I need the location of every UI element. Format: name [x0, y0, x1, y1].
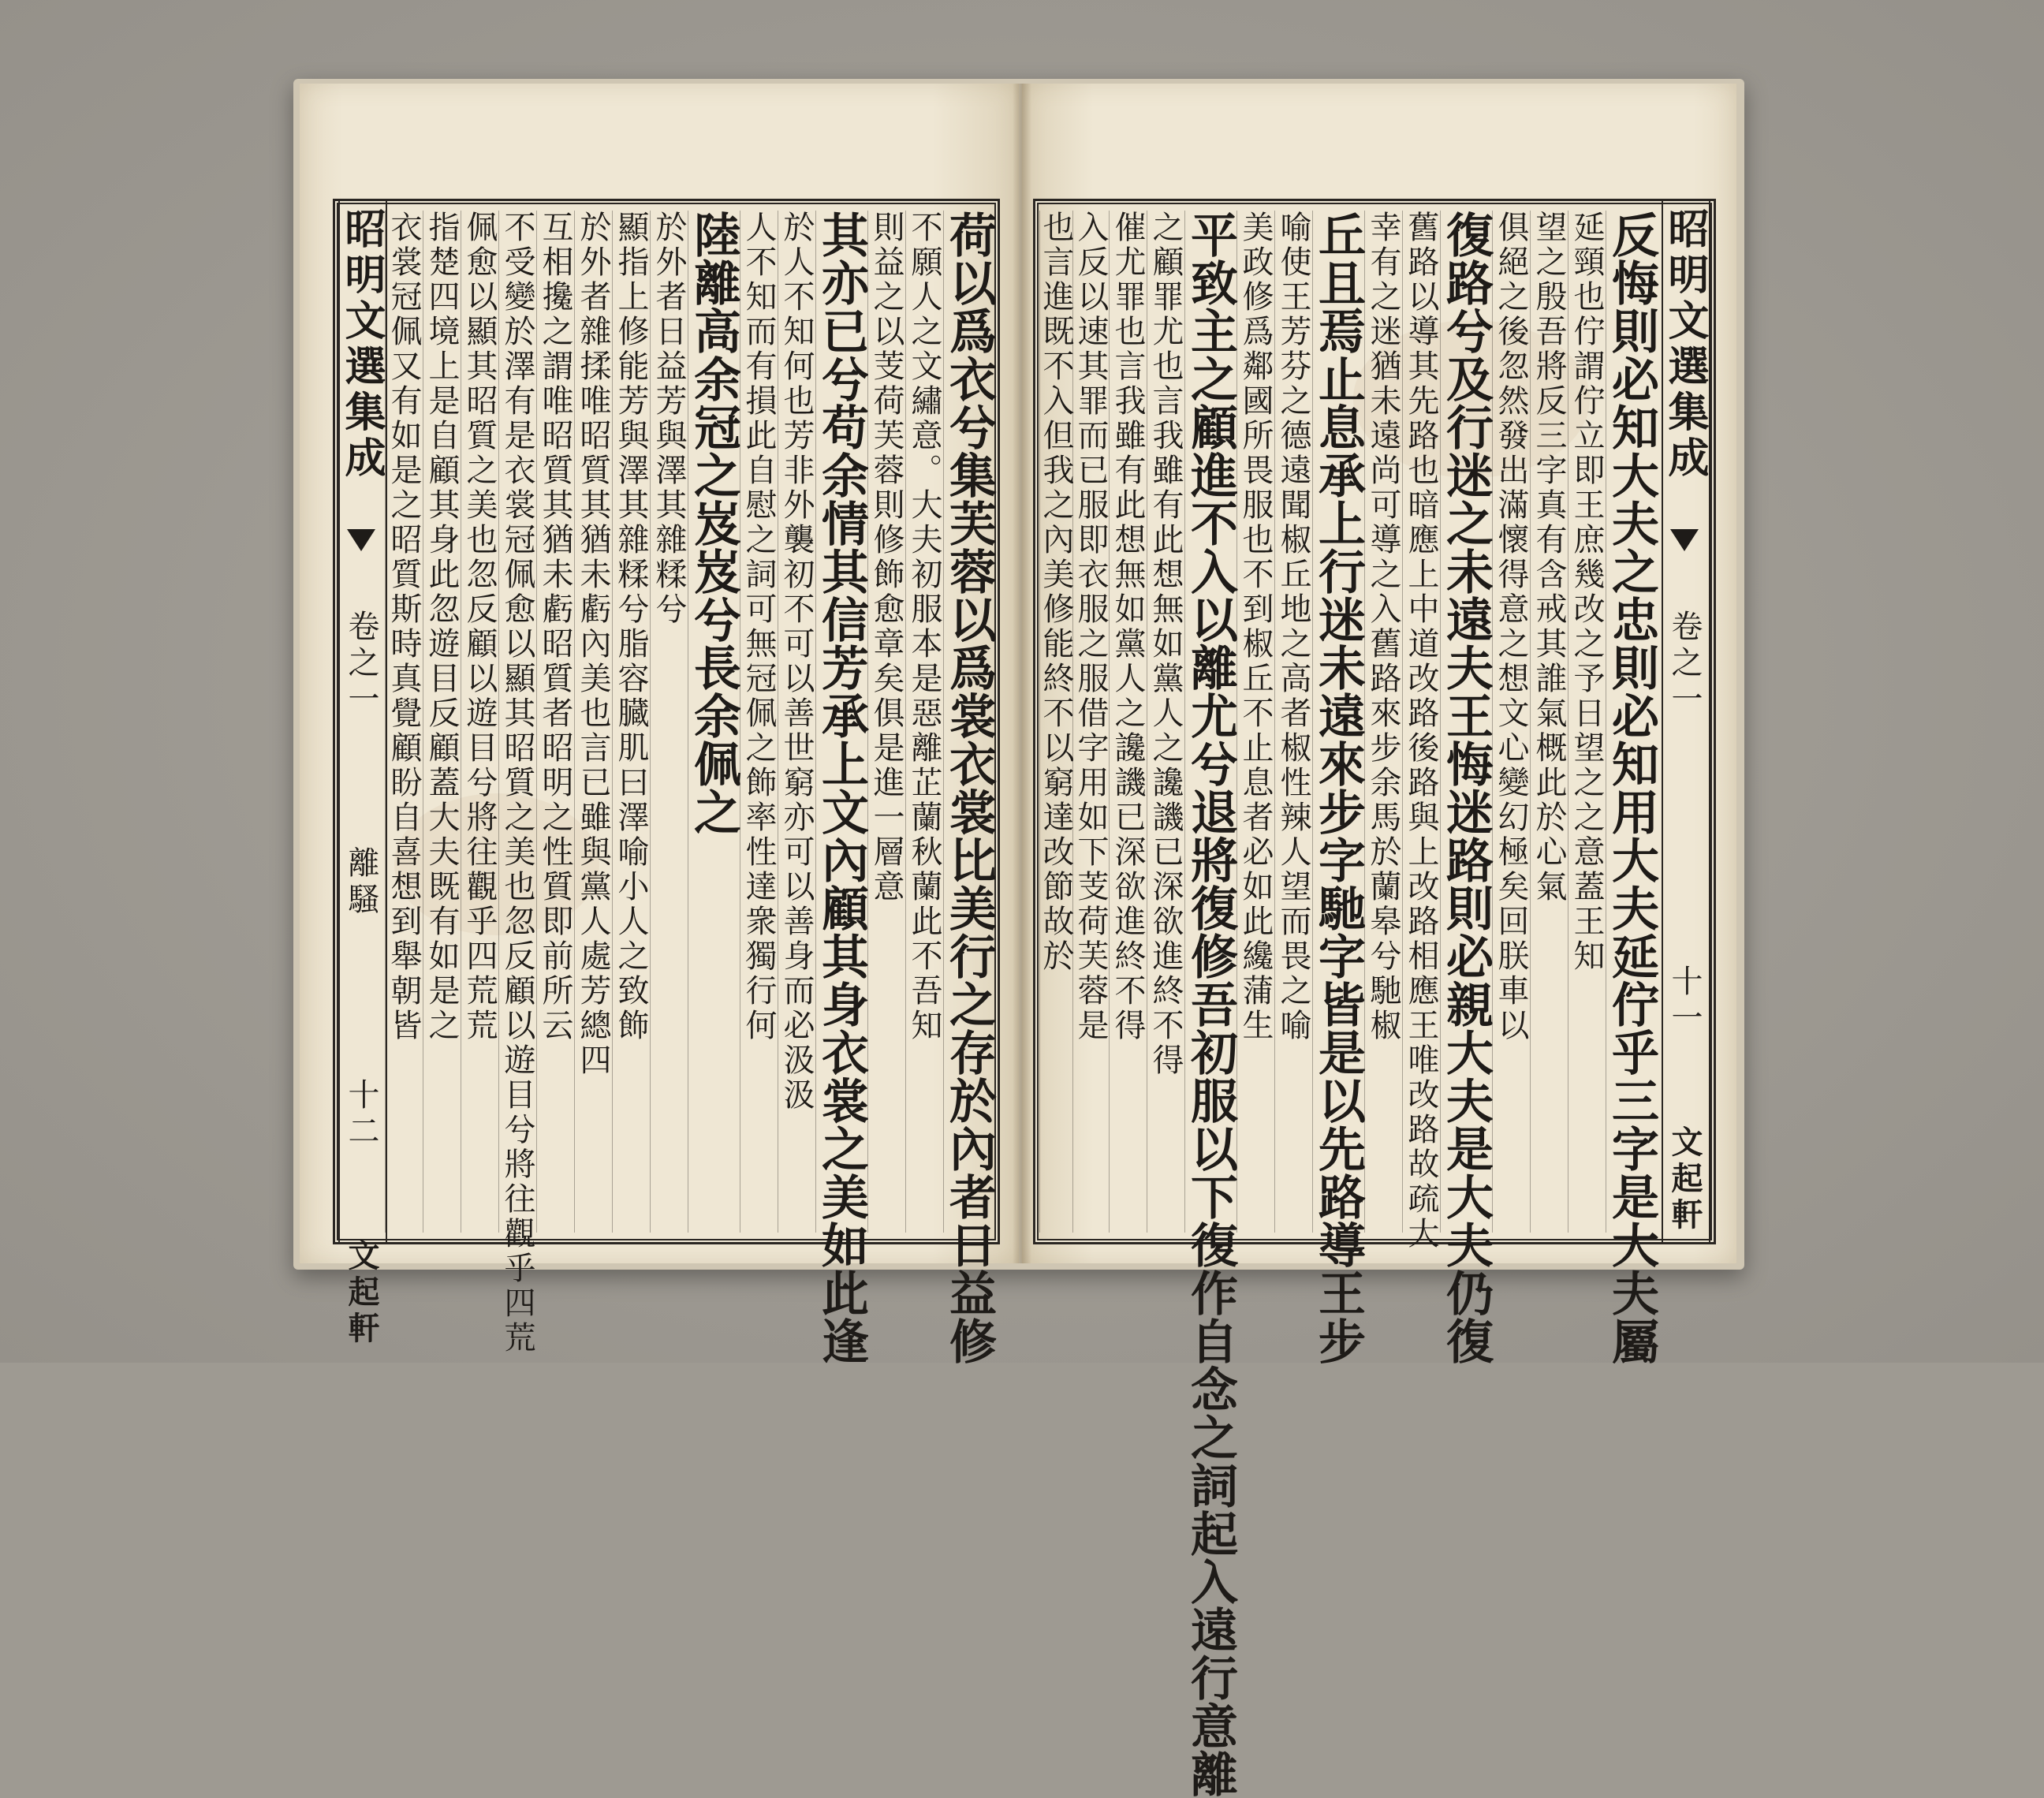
- text-column: 入反以速其罪而已服即衣服之服借字用如下芰荷芙蓉是: [1072, 211, 1108, 1233]
- folio-number: 十二: [343, 1078, 379, 1151]
- book-title: 昭明文選集成: [338, 207, 386, 482]
- text-column: 指楚四境上是自顧其身此忽遊目反顧蓋大夫既有如是之: [423, 211, 460, 1233]
- text-column: 其亦已兮苟余情其信芳承上文內顧其身衣裳之美如此逢: [814, 211, 869, 1365]
- text-column: 於外者雜揉唯昭質其猶未虧內美也言已雖與黨人處芳總四: [574, 211, 611, 1233]
- text-column: 俱絕之後忽然發出滿懷得意之想文心變幻極矣回朕車以: [1492, 211, 1529, 1233]
- text-column: 互相攙之謂唯昭質其猶未虧昭質者昭明之性質即前所云: [536, 211, 573, 1233]
- text-column: 荷以爲衣兮集芙蓉以爲裳衣裳比美行之存於內者日益修: [942, 211, 997, 1365]
- book-gutter: [1013, 84, 1031, 1263]
- text-column: 之顧罪尤也言我雖有此想無如黨人之讒譏已深欲進終不得: [1147, 211, 1184, 1233]
- text-column: 美政修爲鄰國所畏服也不到椒丘不止息者必如此纔蒲生: [1236, 211, 1274, 1233]
- text-column: 丘且焉止息承上行迷未遠來步字馳字皆是以先路導王步: [1311, 211, 1366, 1365]
- publisher-mark: 文起軒: [1666, 1125, 1703, 1234]
- text-column: 於外者日益芳與澤其雜糅兮: [650, 211, 687, 1233]
- text-column: 舊路以導其先路也暗應上中道改路後路與上改路相應王唯改路故疏大: [1403, 211, 1439, 1252]
- text-column: 催尤罪也言我雖有此想無如黨人之讒譏已深欲進終不得: [1109, 211, 1146, 1233]
- text-column: 望之殷吾將反三字真有含戒其誰氣概此於心氣: [1530, 211, 1567, 1233]
- text-column: 佩愈以顯其昭質之美也忽反顧以遊目兮將往觀乎四荒荒: [461, 211, 498, 1233]
- section-label: 離騷: [343, 846, 379, 919]
- text-column: 不願人之文繡意。大夫初服本是惡離芷蘭秋蘭此不吾知: [905, 211, 942, 1233]
- text-column: 人不知而有損此自慰之詞可無冠佩之飾率性達衆獨行何: [740, 211, 777, 1233]
- text-column: 則益之以芰荷芙蓉則修飾愈章矣俱是進一層意: [867, 211, 905, 1233]
- center-fold-column: [338, 201, 387, 1348]
- text-column: 幸有之迷猶未遠尚可導之入舊路來步余馬於蘭皋兮馳椒: [1364, 211, 1401, 1233]
- publisher-mark: 文起軒: [343, 1239, 380, 1348]
- text-column: 喻使王芳芬之德遠聞椒丘地之高者椒性辣人望而畏之喻: [1274, 211, 1311, 1233]
- text-column: 陸離高余冠之岌岌兮長余佩之: [688, 211, 739, 1233]
- text-column: 延頸也佇謂佇立即王庶幾改之予日望之之意蓋王知: [1568, 211, 1605, 1233]
- book-title: 昭明文選集成: [1661, 207, 1709, 482]
- fish-tail-mark: [347, 529, 375, 551]
- center-fold-column: [1662, 201, 1710, 1242]
- text-column: 也言進既不入但我之內美修能終不以窮達改節故於: [1039, 211, 1072, 1233]
- text-column: 衣裳冠佩又有如是之昭質斯時真覺顧盼自喜想到舉朝皆: [385, 211, 422, 1233]
- text-column: 平致主之顧進不入以離尤兮退將復修吾初服以下復作自念之詞起入遠行意離: [1183, 211, 1238, 1798]
- volume-label: 卷之一: [343, 610, 379, 718]
- text-column: 顯指上修能芳與澤其雜糅兮脂容臓肌曰澤喻小人之致飾: [612, 211, 649, 1233]
- text-column: 於人不知何也芳非外襲初不可以善世窮亦可以善身而必汲汲: [778, 211, 815, 1233]
- right-text-block: [1033, 199, 1716, 1798]
- left-text-block: [333, 199, 1000, 1365]
- fish-tail-mark: [1670, 529, 1699, 551]
- volume-label: 卷之一: [1666, 610, 1703, 718]
- text-column: 不受變於澤有是衣裳冠佩愈以顯其昭質之美也忽反顧以遊目兮將往觀乎四荒: [499, 211, 535, 1356]
- folio-number: 十一: [1666, 964, 1703, 1037]
- text-column: 反悔則必知大夫之忠則必知用大夫延佇乎三字是大夫屬: [1604, 211, 1659, 1365]
- text-column: 復路兮及行迷之未遠夫王悔迷路則必親大夫是大夫仍復: [1438, 211, 1494, 1365]
